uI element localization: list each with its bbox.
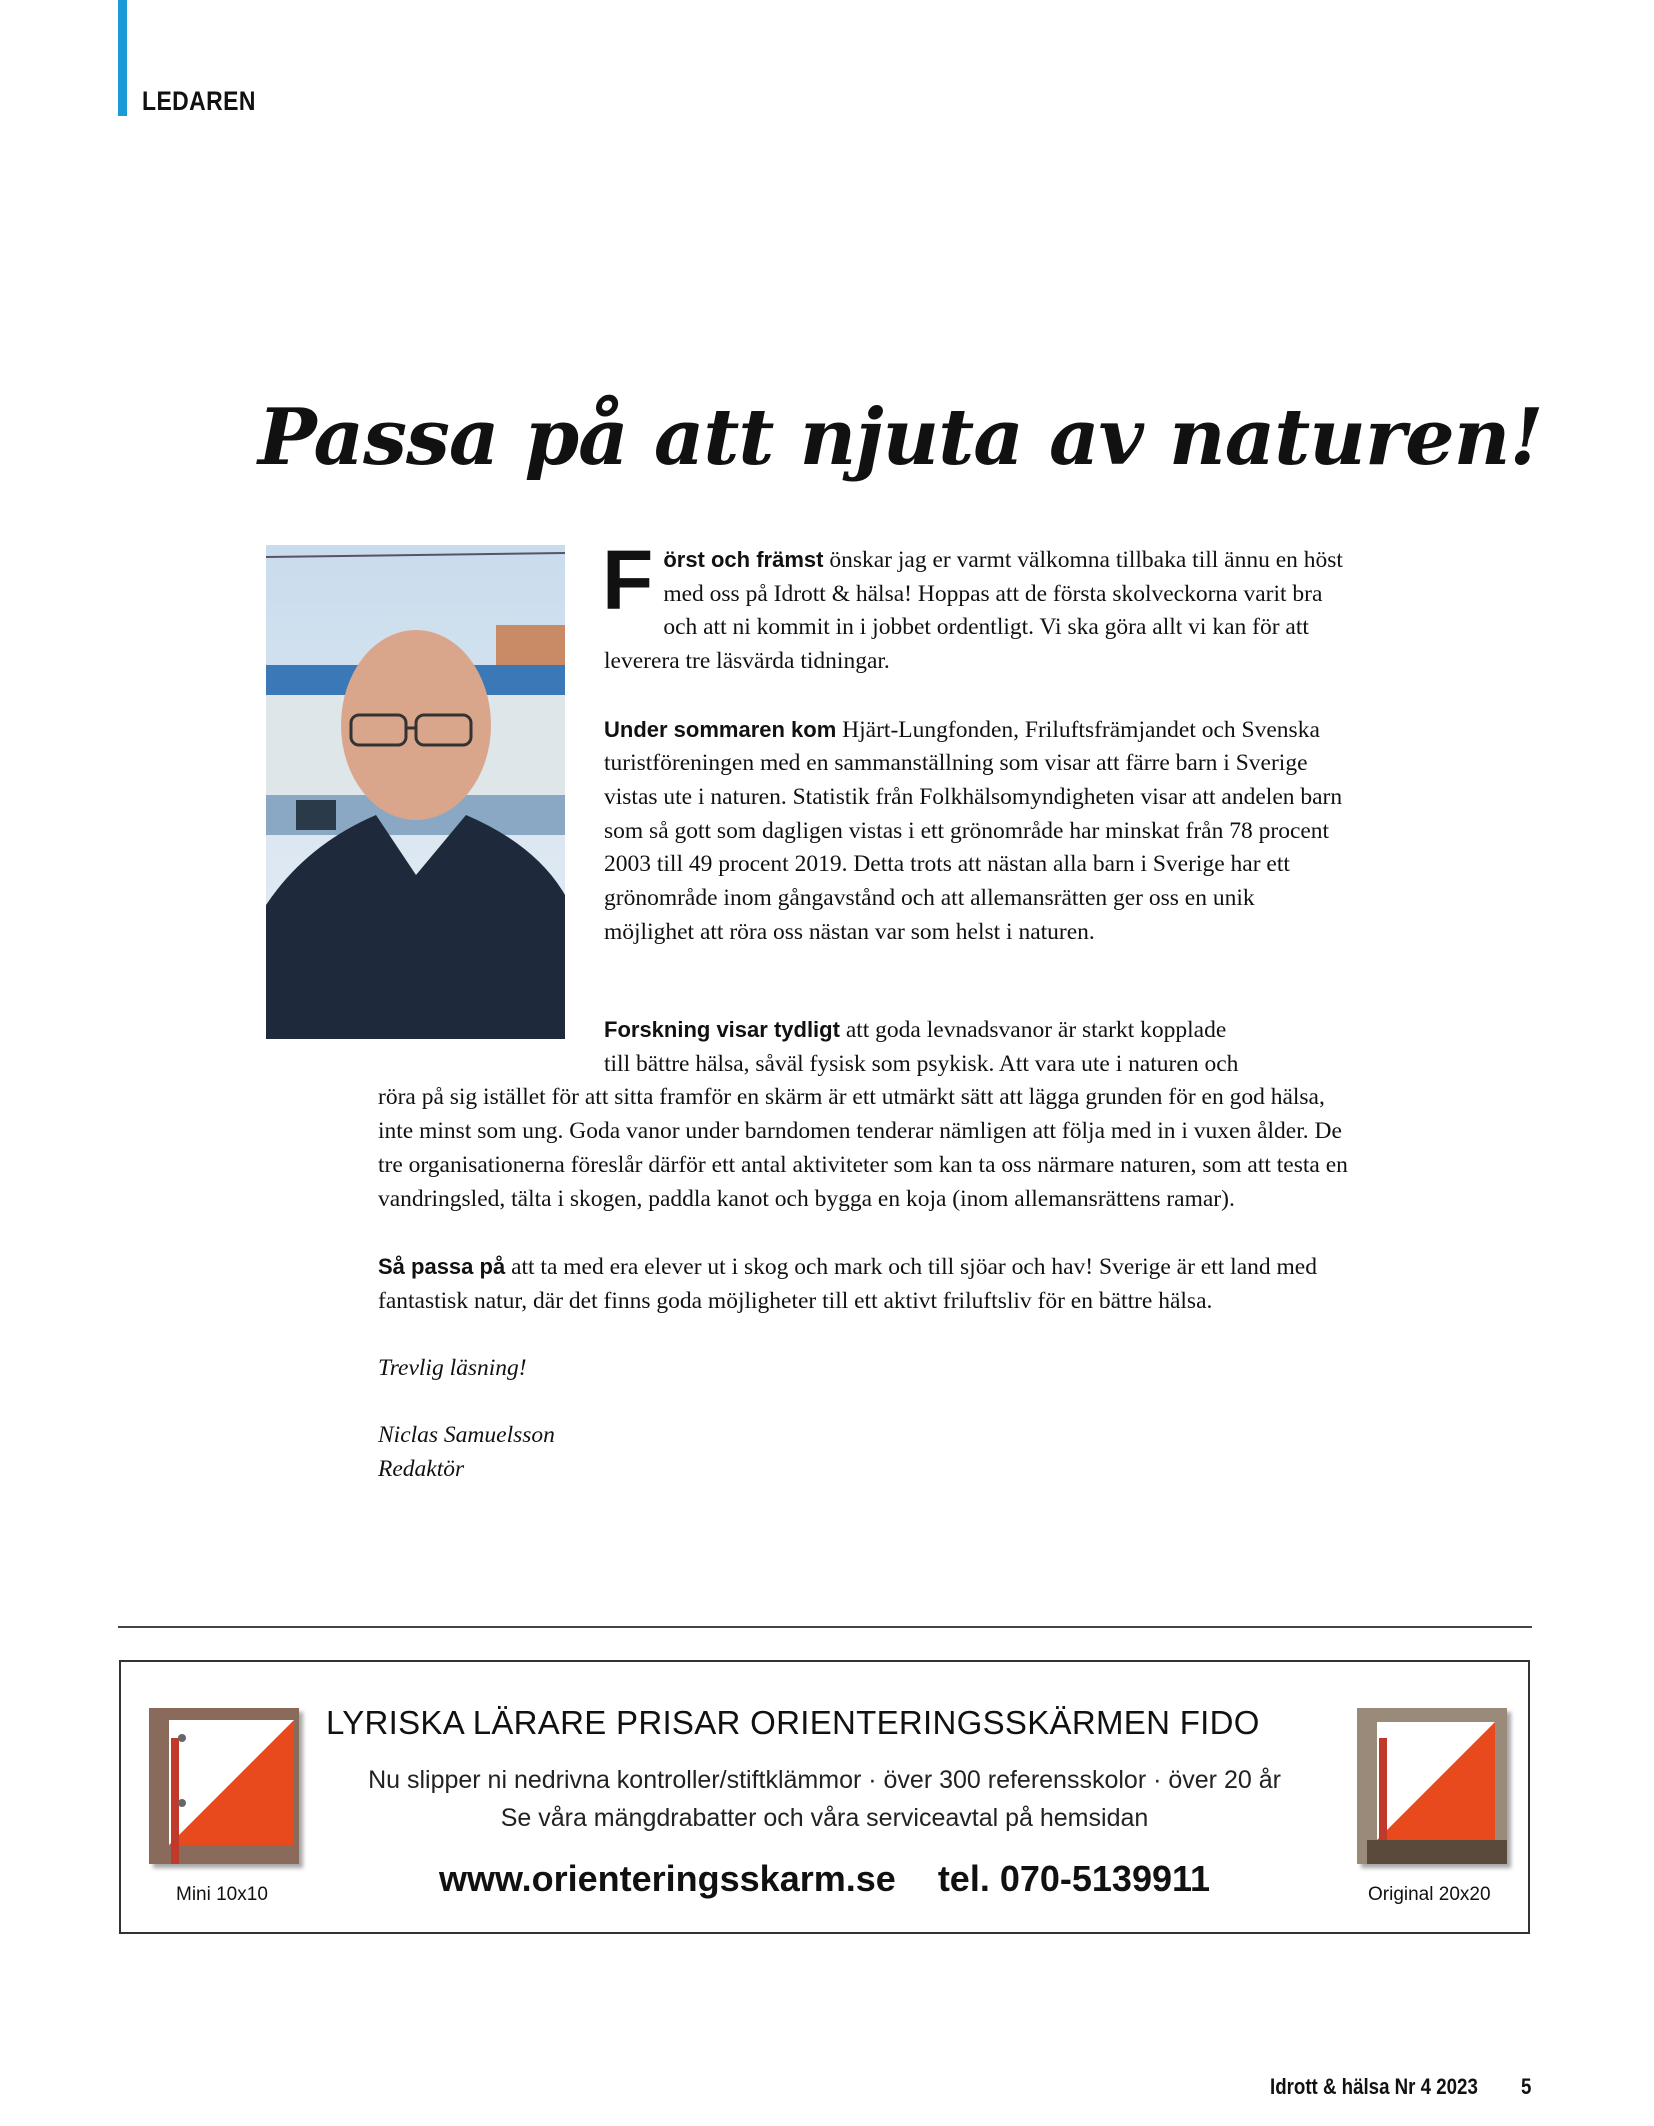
signature [378,1419,1348,1486]
paragraph-indent [378,1013,1348,1081]
ad-phone: tel. 070-5139911 [937,1858,1211,1899]
publication-info: Idrott & hälsa Nr 4 2023 [1270,2074,1478,2099]
author-role: Redaktör [378,1456,465,1483]
paragraph-4 [378,1250,1348,1318]
ad-line-1: Nu slipper ni nedrivna kontroller/stiftklämmor · över 300 referensskolor · över 20 år [368,1766,1281,1794]
drop-cap: F [602,533,654,627]
paragraph-text: att goda levnadsvanor är starkt kopplade [839,1017,1227,1043]
divider [118,1626,1532,1628]
article-column [602,533,1344,983]
paragraph-1 [602,533,1344,679]
paragraph-text: att ta med era elever ut i skog och mark och till sjöar och hav! Sverige är ett land med fantastisk natur, där det finns goda möjligheter till ett aktivt friluftsliv för en bättre hälsa. [378,1253,1317,1314]
page-number: 5 [1521,2074,1532,2099]
ad-contact [121,1858,1528,1900]
headline: Passa på att njuta av naturen! [258,392,1543,483]
paragraph-text: röra på sig istället för att sitta framför en skärm är ett utmärkt sätt att lägga grunden för en god hälsa, inte minst som ung. Goda vanor under barndomen tenderar nämligen att följa med in i vuxen ålder. De tre organisationerna föreslår därför ett antal aktiviteter som kan ta oss närmare naturen, som att testa en vandringsled, tälta i skogen, paddla kanot och bygga en koja (inom allemansrättens ramar). [378,1084,1348,1212]
closing: Trevlig läsning! [378,1355,527,1381]
paragraph-2 [604,713,1344,950]
lead-in: Under sommaren kom [604,716,837,742]
lead-in: Forskning visar tydligt [604,1017,840,1042]
ad-website-link[interactable]: www.orienteringsskarm.se [438,1858,896,1899]
paragraph-text: till bättre hälsa, såväl fysisk som psykisk. Att vara ute i naturen och [604,1050,1239,1077]
ad-line-2: Se våra mängdrabatter och våra serviceavtal på hemsidan [500,1804,1149,1832]
paragraph-text: önskar jag er varmt välkomna tillbaka till ännu en höst med oss på Idrott & hälsa! Hoppas att de första skolveckorna varit bra och att ni kommit in i jobbet ordentligt. Vi ska göra allt vi kan för att leverera tre läsvärda tidningar. [604,547,1343,675]
accent-bar [118,0,127,116]
author-name: Niclas Samuelsson [378,1422,555,1449]
ad-title: LYRISKA LÄRARE PRISAR ORIENTERINGSSKÄRMEN FIDO [326,1704,1260,1741]
section-label: LEDAREN [142,86,256,116]
article-wide-column [378,1013,1348,1487]
paragraph-text: Hjärt-Lungfonden, Friluftsfrämjandet och Svenska turistföreningen med en sammanställning som visar att färre barn i Sverige vistas ute i naturen. Statistik från Folkhälsomyndigheten visar att andelen barn som så gott som dagligen vistas i ett grönområde har minskat från 78 procent 2003 till 49 procent 2019. Detta trots att nästan alla barn i Sverige har ett grönområde inom gångavstånd och att allemansrätten ger oss en unik möjlighet att röra oss nästan var som helst i naturen. [604,716,1343,945]
caption-mini: Mini 10x10 [176,1884,268,1905]
lead-in: Så passa på [378,1253,506,1279]
caption-original: Original 20x20 [1368,1884,1491,1905]
advertisement [119,1660,1530,1934]
lead-in: örst och främst [663,547,824,572]
marker-original-image [1357,1708,1507,1864]
author-photo [266,545,565,1039]
paragraph-3 [378,1013,1348,1216]
